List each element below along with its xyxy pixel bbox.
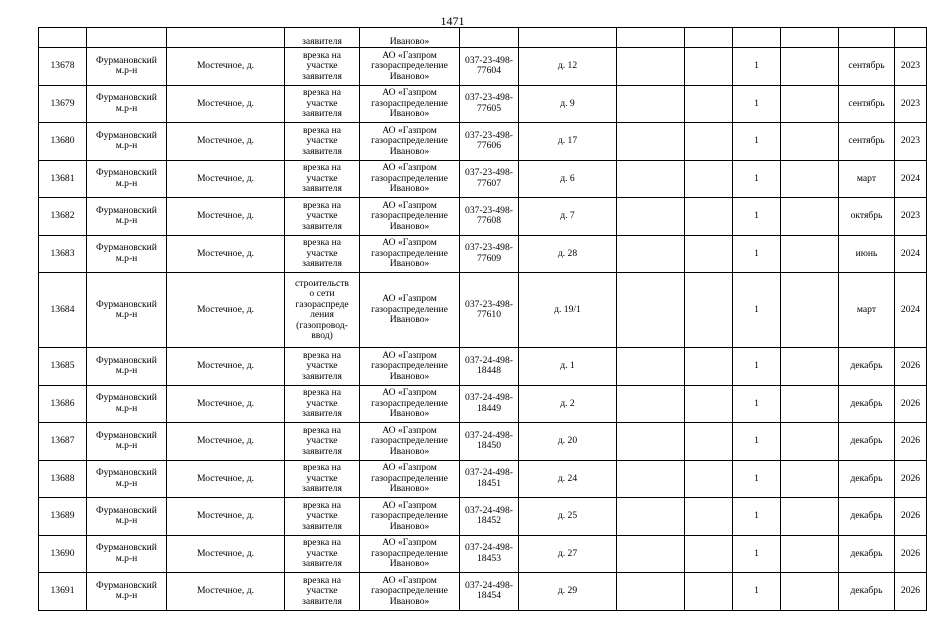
cell-month: декабрь <box>839 423 895 461</box>
table-row <box>39 198 927 236</box>
cell-quantity: 1 <box>733 85 781 123</box>
cell-work-type: врезка на участке заявителя <box>285 385 360 423</box>
cell-organization: АО «Газпром газораспределение Иваново» <box>360 85 460 123</box>
cell-address: д. 17 <box>519 123 617 161</box>
cell-organization: АО «Газпром газораспределение Иваново» <box>360 535 460 573</box>
cell-number: 037-24-498-18453 <box>460 535 519 573</box>
cell-empty <box>839 28 895 48</box>
cell-settlement: Мостечное, д. <box>167 85 285 123</box>
cell-id: 13683 <box>39 235 87 273</box>
cell-year: 2026 <box>895 535 927 573</box>
cell-empty <box>87 28 167 48</box>
cell-year: 2023 <box>895 48 927 86</box>
cell-number: 037-24-498-18449 <box>460 385 519 423</box>
cell-empty <box>685 160 733 198</box>
cell-year: 2026 <box>895 348 927 386</box>
cell-empty <box>781 123 839 161</box>
cell-organization: АО «Газпром газораспределение Иваново» <box>360 498 460 536</box>
cell-empty <box>39 28 87 48</box>
cell-district: Фурмановский м.р-н <box>87 198 167 236</box>
cell-empty <box>685 85 733 123</box>
cell-id: 13680 <box>39 123 87 161</box>
cell-empty <box>617 460 685 498</box>
cell-organization: АО «Газпром газораспределение Иваново» <box>360 198 460 236</box>
cell-empty <box>617 273 685 348</box>
cell-number: 037-24-498-18451 <box>460 460 519 498</box>
cell-address: д. 28 <box>519 235 617 273</box>
cell-organization: АО «Газпром газораспределение Иваново» <box>360 160 460 198</box>
cell-address: д. 25 <box>519 498 617 536</box>
cell-district: Фурмановский м.р-н <box>87 48 167 86</box>
cell-empty <box>781 460 839 498</box>
cell-work-type: врезка на участке заявителя <box>285 85 360 123</box>
cell-number: 037-24-498-18448 <box>460 348 519 386</box>
cell-address: д. 7 <box>519 198 617 236</box>
cell-month: декабрь <box>839 348 895 386</box>
cell-district: Фурмановский м.р-н <box>87 273 167 348</box>
cell-number: 037-23-498-77610 <box>460 273 519 348</box>
cell-empty <box>685 123 733 161</box>
cell-year: 2026 <box>895 573 927 611</box>
cell-month: сентябрь <box>839 48 895 86</box>
cell-settlement: Мостечное, д. <box>167 198 285 236</box>
cell-number: 037-24-498-18454 <box>460 573 519 611</box>
table-row <box>39 460 927 498</box>
cell-quantity: 1 <box>733 348 781 386</box>
cell-organization: АО «Газпром газораспределение Иваново» <box>360 273 460 348</box>
cell-month: декабрь <box>839 498 895 536</box>
cell-month: март <box>839 273 895 348</box>
cell-settlement: Мостечное, д. <box>167 348 285 386</box>
cell-quantity: 1 <box>733 535 781 573</box>
cell-district: Фурмановский м.р-н <box>87 573 167 611</box>
table-row <box>39 48 927 86</box>
cell-settlement: Мостечное, д. <box>167 498 285 536</box>
cell-month: декабрь <box>839 535 895 573</box>
cell-id: 13684 <box>39 273 87 348</box>
cell-empty <box>617 198 685 236</box>
table-row <box>39 535 927 573</box>
cell-organization: АО «Газпром газораспределение Иваново» <box>360 348 460 386</box>
cell-empty <box>617 348 685 386</box>
cell-id: 13682 <box>39 198 87 236</box>
cell-organization: АО «Газпром газораспределение Иваново» <box>360 385 460 423</box>
cell-id: 13691 <box>39 573 87 611</box>
cell-work-type: врезка на участке заявителя <box>285 123 360 161</box>
cell-address: д. 19/1 <box>519 273 617 348</box>
cell-settlement: Мостечное, д. <box>167 535 285 573</box>
cell-work-type: врезка на участке заявителя <box>285 460 360 498</box>
table-row <box>39 160 927 198</box>
cell-district: Фурмановский м.р-н <box>87 160 167 198</box>
cell-empty <box>781 535 839 573</box>
cell-quantity: 1 <box>733 235 781 273</box>
cell-quantity: 1 <box>733 123 781 161</box>
registry-table <box>38 27 927 611</box>
table-row <box>39 423 927 461</box>
cell-id: 13678 <box>39 48 87 86</box>
cell-empty <box>781 28 839 48</box>
cell-settlement: Мостечное, д. <box>167 460 285 498</box>
cell-district: Фурмановский м.р-н <box>87 123 167 161</box>
cell-empty <box>617 48 685 86</box>
cell-empty <box>460 28 519 48</box>
cell-quantity: 1 <box>733 198 781 236</box>
cell-district: Фурмановский м.р-н <box>87 85 167 123</box>
cell-empty <box>781 573 839 611</box>
cell-year: 2026 <box>895 385 927 423</box>
cell-month: сентябрь <box>839 123 895 161</box>
cell-empty <box>617 573 685 611</box>
cell-id: 13686 <box>39 385 87 423</box>
cell-empty <box>685 498 733 536</box>
cell-number: 037-23-498-77608 <box>460 198 519 236</box>
cell-empty <box>781 48 839 86</box>
cell-district: Фурмановский м.р-н <box>87 235 167 273</box>
cell-settlement: Мостечное, д. <box>167 423 285 461</box>
cell-empty <box>519 28 617 48</box>
cell-address: д. 20 <box>519 423 617 461</box>
cell-district: Фурмановский м.р-н <box>87 385 167 423</box>
table-row <box>39 348 927 386</box>
cell-id: 13687 <box>39 423 87 461</box>
cell-empty <box>685 423 733 461</box>
cell-empty <box>617 85 685 123</box>
cell-id: 13685 <box>39 348 87 386</box>
cell-empty <box>781 348 839 386</box>
cell-work-type: врезка на участке заявителя <box>285 235 360 273</box>
cell-work-type: врезка на участке заявителя <box>285 160 360 198</box>
cell-quantity: 1 <box>733 48 781 86</box>
cell-empty <box>781 85 839 123</box>
cell-work-type: врезка на участке заявителя <box>285 198 360 236</box>
cell-year: 2024 <box>895 273 927 348</box>
cell-district: Фурмановский м.р-н <box>87 348 167 386</box>
cell-empty <box>685 198 733 236</box>
cell-year: 2024 <box>895 235 927 273</box>
cell-quantity: 1 <box>733 573 781 611</box>
cell-organization-fragment: Иваново» <box>360 28 460 48</box>
table-row <box>39 385 927 423</box>
cell-quantity: 1 <box>733 423 781 461</box>
cell-number: 037-23-498-77605 <box>460 85 519 123</box>
cell-empty <box>781 235 839 273</box>
cell-id: 13688 <box>39 460 87 498</box>
cell-work-type: врезка на участке заявителя <box>285 48 360 86</box>
cell-organization: АО «Газпром газораспределение Иваново» <box>360 460 460 498</box>
cell-number: 037-24-498-18450 <box>460 423 519 461</box>
cell-month: март <box>839 160 895 198</box>
cell-address: д. 2 <box>519 385 617 423</box>
cell-empty <box>685 273 733 348</box>
cell-empty <box>685 460 733 498</box>
cell-empty <box>685 573 733 611</box>
cell-empty <box>685 348 733 386</box>
cell-settlement: Мостечное, д. <box>167 48 285 86</box>
cell-year: 2026 <box>895 498 927 536</box>
cell-year: 2026 <box>895 460 927 498</box>
cell-quantity: 1 <box>733 460 781 498</box>
cell-district: Фурмановский м.р-н <box>87 535 167 573</box>
cell-work-type-fragment: заявителя <box>285 28 360 48</box>
cell-empty <box>685 235 733 273</box>
cell-empty <box>685 385 733 423</box>
cell-empty <box>781 160 839 198</box>
table-row <box>39 273 927 348</box>
cell-empty <box>781 423 839 461</box>
cell-empty <box>781 273 839 348</box>
cell-settlement: Мостечное, д. <box>167 235 285 273</box>
cell-work-type: врезка на участке заявителя <box>285 535 360 573</box>
cell-empty <box>685 48 733 86</box>
cell-number: 037-23-498-77604 <box>460 48 519 86</box>
cell-empty <box>733 28 781 48</box>
cell-district: Фурмановский м.р-н <box>87 498 167 536</box>
cell-id: 13679 <box>39 85 87 123</box>
cell-settlement: Мостечное, д. <box>167 573 285 611</box>
cell-empty <box>617 498 685 536</box>
cell-settlement: Мостечное, д. <box>167 160 285 198</box>
cell-number: 037-23-498-77609 <box>460 235 519 273</box>
cell-organization: АО «Газпром газораспределение Иваново» <box>360 48 460 86</box>
cell-settlement: Мостечное, д. <box>167 123 285 161</box>
cell-address: д. 24 <box>519 460 617 498</box>
cell-id: 13689 <box>39 498 87 536</box>
cell-number: 037-23-498-77606 <box>460 123 519 161</box>
table-row <box>39 85 927 123</box>
cell-address: д. 1 <box>519 348 617 386</box>
cell-quantity: 1 <box>733 385 781 423</box>
cell-month: июнь <box>839 235 895 273</box>
cell-month: декабрь <box>839 385 895 423</box>
cell-year: 2023 <box>895 85 927 123</box>
cell-id: 13690 <box>39 535 87 573</box>
cell-work-type: врезка на участке заявителя <box>285 498 360 536</box>
cell-empty <box>781 198 839 236</box>
cell-address: д. 27 <box>519 535 617 573</box>
cell-empty <box>685 535 733 573</box>
cell-work-type: строительств о сети газораспреде ления (газопровод- ввод) <box>285 273 360 348</box>
cell-month: декабрь <box>839 573 895 611</box>
cell-settlement: Мостечное, д. <box>167 273 285 348</box>
cell-empty <box>617 423 685 461</box>
cell-empty <box>617 385 685 423</box>
cell-organization: АО «Газпром газораспределение Иваново» <box>360 123 460 161</box>
cell-address: д. 6 <box>519 160 617 198</box>
cell-address: д. 12 <box>519 48 617 86</box>
cell-month: октябрь <box>839 198 895 236</box>
table-row <box>39 573 927 611</box>
cell-year: 2023 <box>895 198 927 236</box>
cell-year: 2024 <box>895 160 927 198</box>
cell-work-type: врезка на участке заявителя <box>285 423 360 461</box>
cell-quantity: 1 <box>733 273 781 348</box>
cell-address: д. 29 <box>519 573 617 611</box>
cell-month: декабрь <box>839 460 895 498</box>
cell-quantity: 1 <box>733 498 781 536</box>
cell-district: Фурмановский м.р-н <box>87 460 167 498</box>
cell-month: сентябрь <box>839 85 895 123</box>
table-row <box>39 498 927 536</box>
cell-empty <box>781 498 839 536</box>
cell-work-type: врезка на участке заявителя <box>285 573 360 611</box>
cell-year: 2023 <box>895 123 927 161</box>
cell-number: 037-23-498-77607 <box>460 160 519 198</box>
cell-empty <box>617 160 685 198</box>
cell-district: Фурмановский м.р-н <box>87 423 167 461</box>
cell-empty <box>617 535 685 573</box>
page-number: 1471 <box>440 14 465 28</box>
cell-settlement: Мостечное, д. <box>167 385 285 423</box>
continued-row <box>39 28 927 48</box>
cell-number: 037-24-498-18452 <box>460 498 519 536</box>
cell-id: 13681 <box>39 160 87 198</box>
table-row <box>39 235 927 273</box>
cell-organization: АО «Газпром газораспределение Иваново» <box>360 423 460 461</box>
cell-empty <box>895 28 927 48</box>
cell-empty <box>781 385 839 423</box>
cell-empty <box>617 235 685 273</box>
cell-empty <box>617 28 685 48</box>
cell-address: д. 9 <box>519 85 617 123</box>
cell-empty <box>617 123 685 161</box>
table-row <box>39 123 927 161</box>
cell-organization: АО «Газпром газораспределение Иваново» <box>360 573 460 611</box>
cell-work-type: врезка на участке заявителя <box>285 348 360 386</box>
cell-quantity: 1 <box>733 160 781 198</box>
cell-year: 2026 <box>895 423 927 461</box>
cell-empty <box>167 28 285 48</box>
cell-organization: АО «Газпром газораспределение Иваново» <box>360 235 460 273</box>
cell-empty <box>685 28 733 48</box>
